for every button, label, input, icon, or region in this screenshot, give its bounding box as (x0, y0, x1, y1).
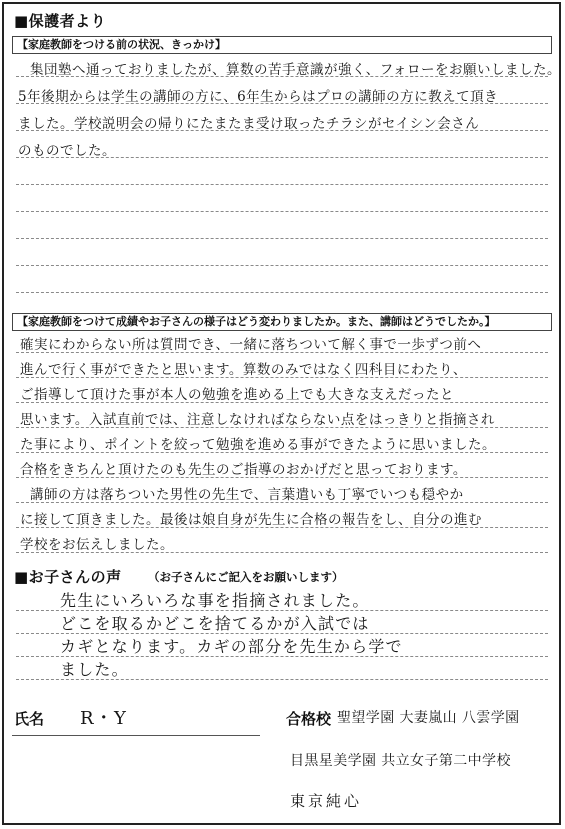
answer2-line: ご指導して頂けた事が本人の勉強を進める上でも大きな支えだったと (20, 387, 454, 403)
answer2-line: 講師の方は落ちついた男性の先生で、言葉遣いも丁寧でいつも穏やか (30, 487, 464, 503)
answer2-line: 合格をきちんと頂けたのも先生のご指導のおかげだと思っております。 (20, 462, 467, 478)
prompt-after-tutor: 【家庭教師をつけて成績やお子さんの様子はどう変わりましたか。また、講師はどうでしたか。】 (12, 313, 552, 331)
child-answer-line: どこを取るかどこを捨てるかが入試では (60, 614, 370, 633)
name-value: R・Y (80, 708, 128, 729)
child-answer-line: カギとなります。カギの部分を先生から学で (60, 637, 403, 656)
answer2-line: た事により、ポイントを絞って勉強を進める事ができたように思いました。 (20, 437, 496, 453)
child-heading: ■お子さんの声 (14, 568, 122, 586)
answer2-line: 確実にわからない所は質問でき、一緒に落ちついて解く事で一歩ずつ前へ (20, 337, 482, 353)
answer2-line: 学校をお伝えしました。 (20, 537, 174, 553)
answer1-line: のものでした。 (18, 143, 116, 159)
name-underline (12, 735, 260, 736)
child-answer-line: 先生にいろいろな事を指摘されました。 (60, 591, 370, 610)
school-label: 合格校 (286, 710, 332, 728)
answer2-line: 思います。入試直前では、注意しなければならない点をはっきりと指摘され (20, 412, 495, 428)
answer2-line: 進んで行く事ができたと思います。算数のみではなく四科目にわたり、 (20, 362, 467, 378)
answer2-line: に接して頂きました。最後は娘自身が先生に合格の報告をし、自分の進む (20, 512, 482, 528)
prompt-before-tutor: 【家庭教師をつける前の状況、きっかけ】 (12, 36, 552, 54)
answer1-line: ました。学校説明会の帰りにたまたま受け取ったチラシがセイシン会さん (18, 116, 480, 132)
child-hint: （お子さんにご記入をお願いします） (148, 570, 344, 584)
rule-line (16, 184, 548, 185)
rule-line (16, 238, 548, 239)
answer1-line: 5年後期からは学生の講師の方に、6年生からはプロの講師の方に教えて頂き (18, 89, 499, 105)
rule-line (16, 292, 548, 293)
guardian-heading: ■保護者より (14, 12, 107, 30)
rule-line (16, 265, 548, 266)
schools-line-1: 聖望学園 大妻嵐山 八雲学園 (337, 710, 520, 726)
schools-line-2: 目黒星美学園 共立女子第二中学校 (290, 753, 511, 769)
answer1-line: 集団塾へ通っておりましたが、算数の苦手意識が強く、フォローをお願いしました。 (30, 62, 562, 78)
name-label: 氏名 (14, 710, 45, 728)
child-answer-line: ました。 (60, 660, 129, 679)
rule-line (16, 211, 548, 212)
schools-line-3: 東京純心 (290, 792, 363, 810)
